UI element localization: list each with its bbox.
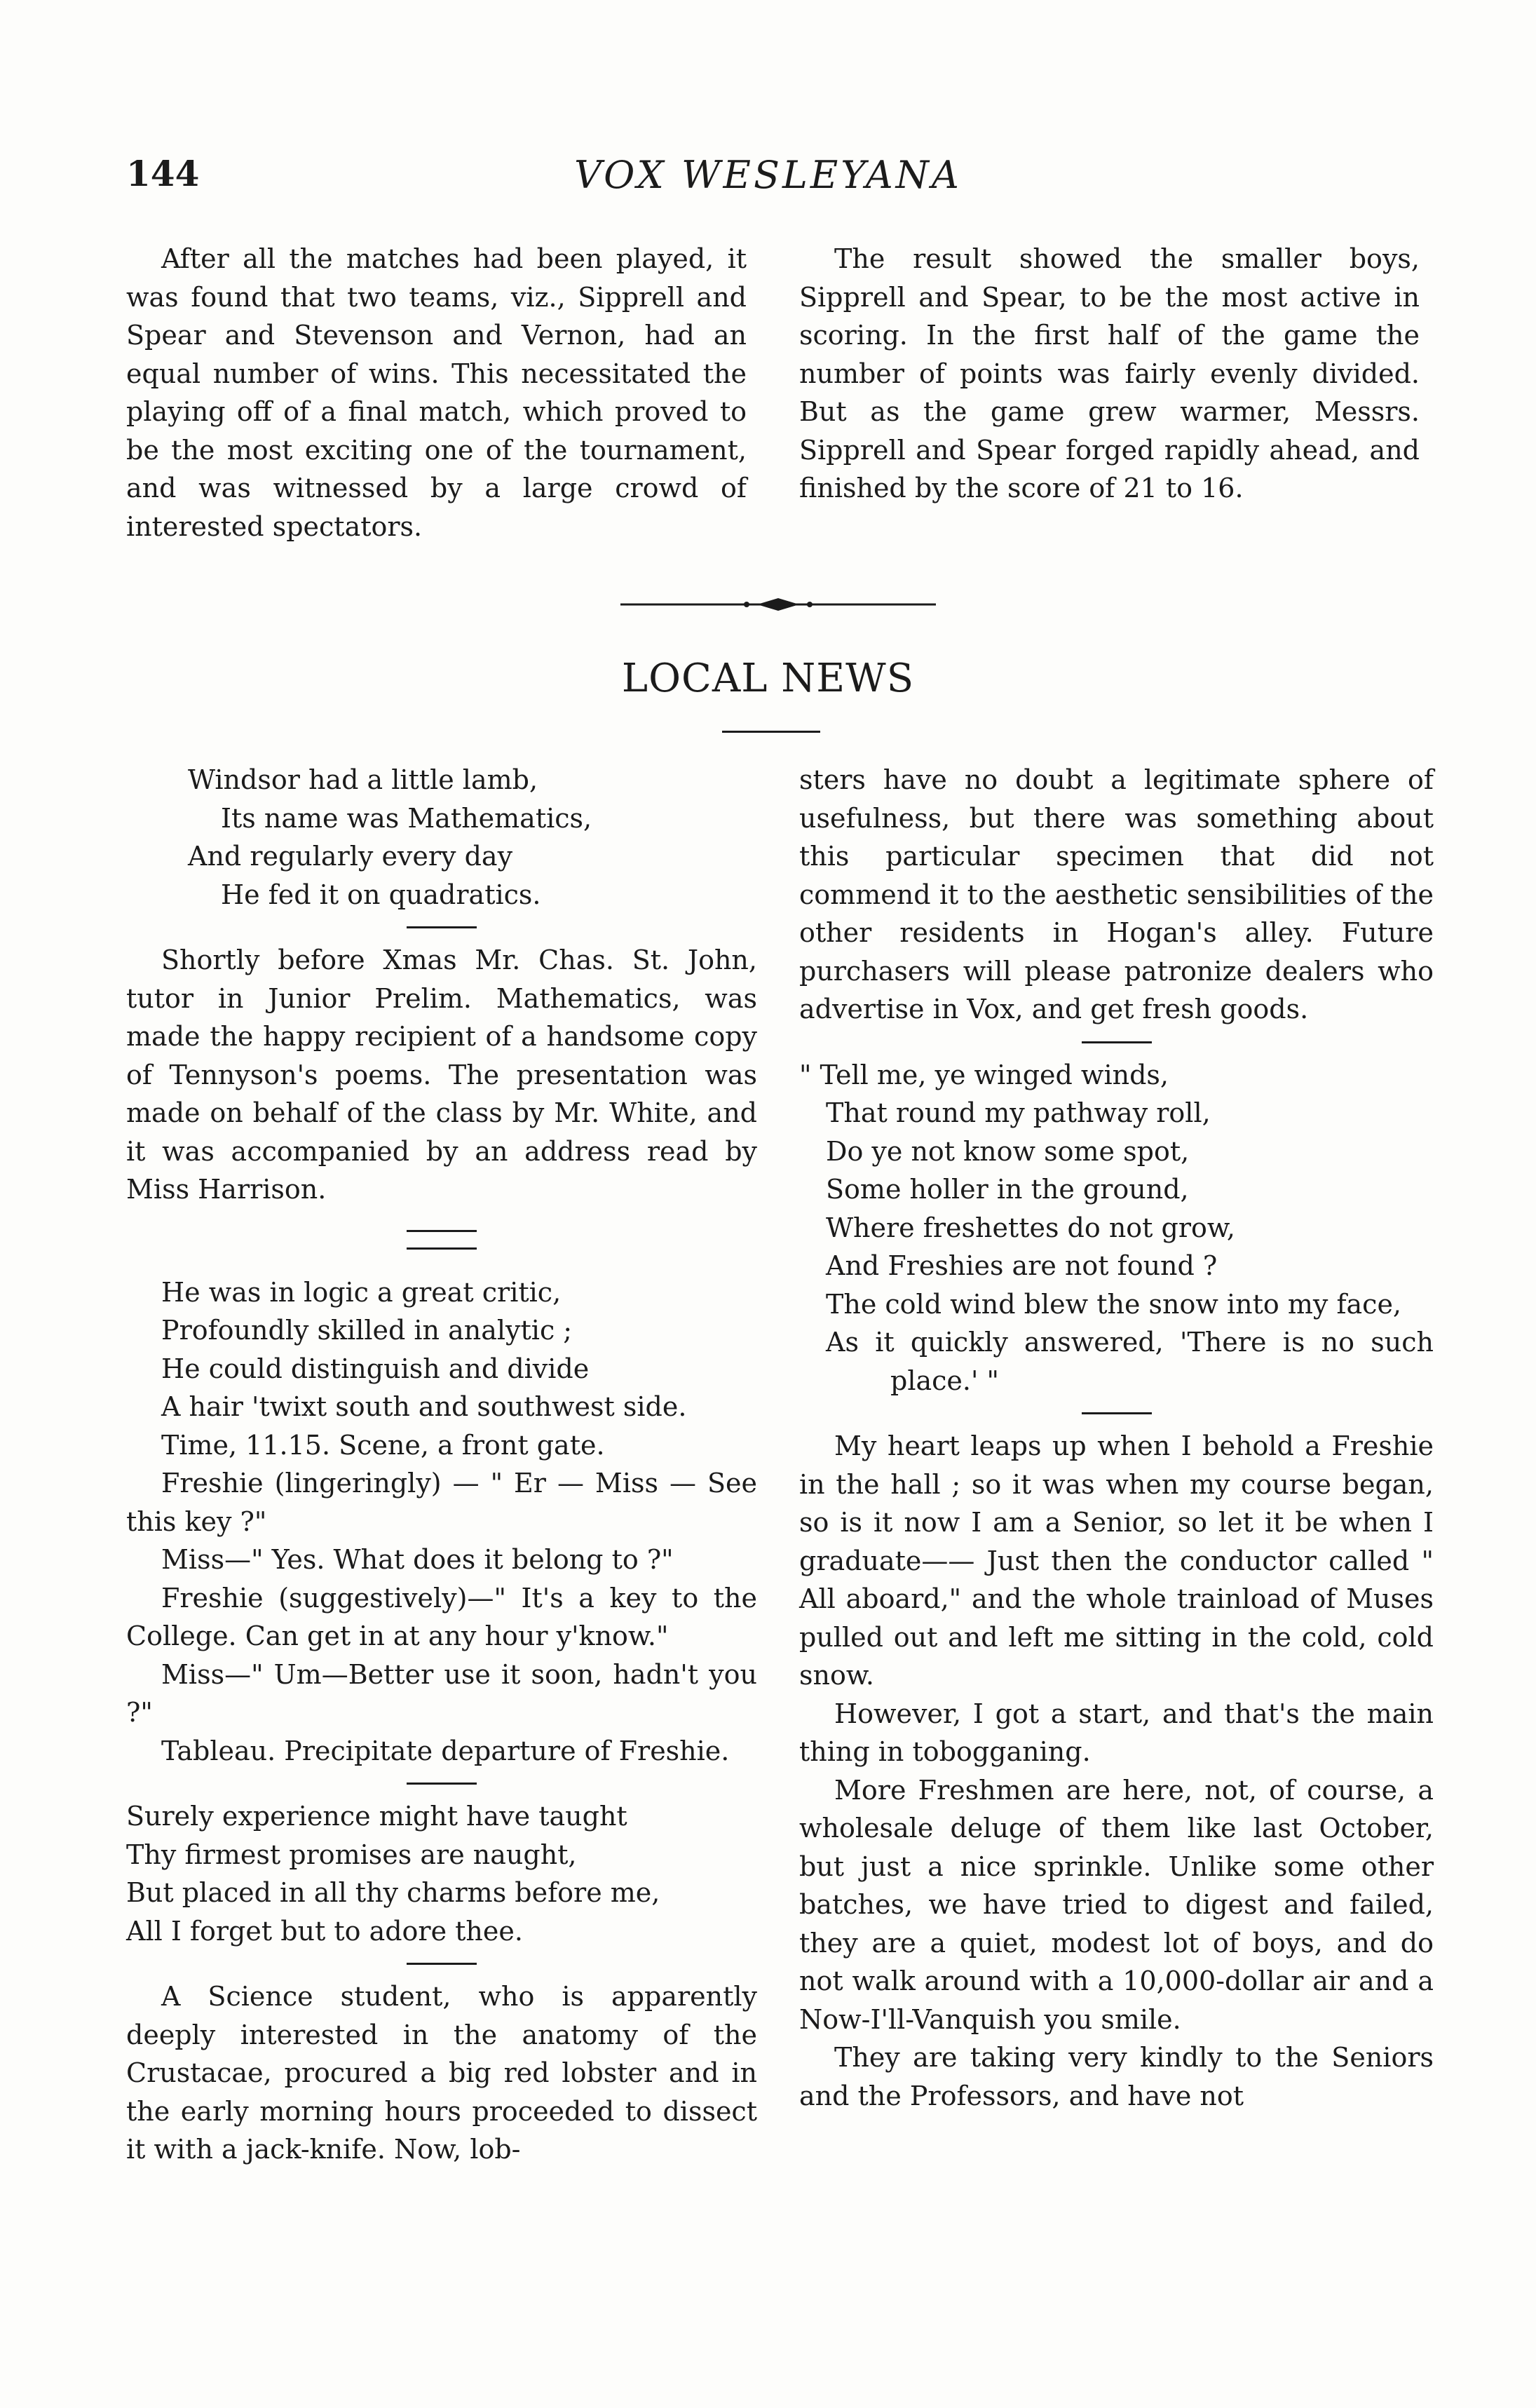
section-title: LOCAL NEWS (621, 656, 915, 701)
poem-line: A hair 'twixt south and southwest side. (161, 1391, 687, 1422)
poem-line: Thy firmest promises are naught, (126, 1839, 577, 1870)
ornament-divider (620, 594, 936, 615)
separator (407, 1783, 477, 1785)
poem-line: " Tell me, ye winged winds, (799, 1059, 1169, 1090)
poem-line: Do ye not know some spot, (826, 1135, 1190, 1167)
poem-line: As it quickly answered, 'There is no such place.' " (826, 1327, 1434, 1396)
poem-line: Where freshettes do not grow, (826, 1212, 1235, 1243)
poem-line: He could distinguish and divide (161, 1353, 590, 1384)
lobster-continuation: sters have no doubt a legitimate sphere of usefulness, but there was something about this particular specimen that did not commend it to the aesthetic sensibilities of the other residents in Hogan's alley. Future purchasers will please patronize dealers who advertise in Vox, and get fresh goods. (799, 764, 1434, 1024)
result-paragraph: The result showed the smaller boys, Sipprell and Spear, to be the most active in scoring. In the first half of the game the number of points was fairly evenly divided. But as the game grew warmer, Messrs. Sipprell and Spear forged rapidly ahead, and finished by the score of 21 to 16. (799, 243, 1420, 503)
separator (1082, 1041, 1152, 1043)
dialogue-line: Freshie (suggestively)—" It's a key to the College. Can get in at any hour y'know." (126, 1582, 757, 1651)
separator (1082, 1412, 1152, 1414)
poem-line: And regularly every day (188, 841, 513, 872)
poem-line: He fed it on quadratics. (221, 879, 541, 910)
title-rule (722, 731, 820, 733)
poem-line: Its name was Mathematics, (221, 802, 592, 834)
poem-line: But placed in all thy charms before me, (126, 1877, 660, 1908)
dialogue-line: Tableau. Precipitate departure of Freshie. (161, 1735, 730, 1766)
poem-lamb (126, 761, 757, 914)
poem-experience (126, 1797, 757, 1950)
separator (407, 1230, 477, 1250)
science-paragraph: A Science student, who is apparently deeply interested in the anatomy of the Crustacae, procured a big red lobster and in the early morning hours proceeded to dissect it with a jack-knife. Now, lob- (126, 1981, 757, 2165)
poem-line: All I forget but to adore thee. (126, 1915, 523, 1947)
poem-line: Some holler in the ground, (826, 1174, 1189, 1205)
poem-line: Windsor had a little lamb, (188, 764, 538, 795)
page-header (126, 153, 1410, 202)
separator (407, 1963, 477, 1965)
heart-paragraph: My heart leaps up when I behold a Freshie in the hall ; so it was when my course began, so is it now I am a Senior, so let it be when I graduate—— Just then the conductor called " All aboard," and the whole trainload of Muses pulled out and left me sitting in the cold, cold snow. (799, 1430, 1434, 1691)
however-paragraph: However, I got a start, and that's the main thing in tobogganing. (799, 1698, 1434, 1767)
poem-winds (799, 1056, 1434, 1400)
scene-line: Time, 11.15. Scene, a front gate. (161, 1429, 605, 1461)
poem-line: Profoundly skilled in analytic ; (161, 1315, 573, 1346)
separator (407, 926, 477, 928)
poem-line: The cold wind blew the snow into my face, (826, 1288, 1402, 1320)
dialogue-line: Freshie (lingeringly) — " Er — Miss — See this key ?" (126, 1468, 757, 1537)
left-column (126, 761, 757, 2169)
freshmen-paragraph: More Freshmen are here, not, of course, a wholesale deluge of them like last October, but just a nice sprinkle. Unlike some other batches, we have tried to digest and failed, they are a quiet, modest lot of boys, and do not walk around with a 10,000-dollar air and a Now-I'll-Vanquish you smile. (799, 1774, 1434, 2035)
top-left-column (126, 240, 747, 546)
poem-logic (126, 1273, 757, 1426)
presentation-paragraph: Shortly before Xmas Mr. Chas. St. John, tutor in Junior Prelim. Mathematics, was made the happy recipient of a handsome copy of Tennyson's poems. The presentation was made on behalf of the class by Mr. White, and it was accompanied by an address read by Miss Harrison. (126, 945, 757, 1205)
poem-line: And Freshies are not found ? (826, 1250, 1218, 1281)
poem-line: Surely experience might have taught (126, 1801, 627, 1832)
page-number: 144 (126, 153, 200, 194)
poem-line: That round my pathway roll, (826, 1097, 1211, 1128)
poem-line: He was in logic a great critic, (161, 1276, 562, 1308)
top-right-column (799, 240, 1420, 508)
dialogue-line: Miss—" Yes. What does it belong to ?" (161, 1544, 674, 1575)
right-column (799, 761, 1434, 2115)
taking-paragraph: They are taking very kindly to the Seniors and the Professors, and have not (799, 2042, 1434, 2111)
dialogue-line: Miss—" Um—Better use it soon, hadn't you ?" (126, 1658, 757, 1728)
matches-paragraph: After all the matches had been played, it was found that two teams, viz., Sipprell and Spear and Stevenson and Vernon, had an equal number of wins. This necessitated the playing off of a final match, which proved to be the most exciting one of the tournament, and was witnessed by a large crowd of interested spectators. (126, 243, 747, 542)
running-title: VOX WESLEYANA (574, 153, 962, 197)
